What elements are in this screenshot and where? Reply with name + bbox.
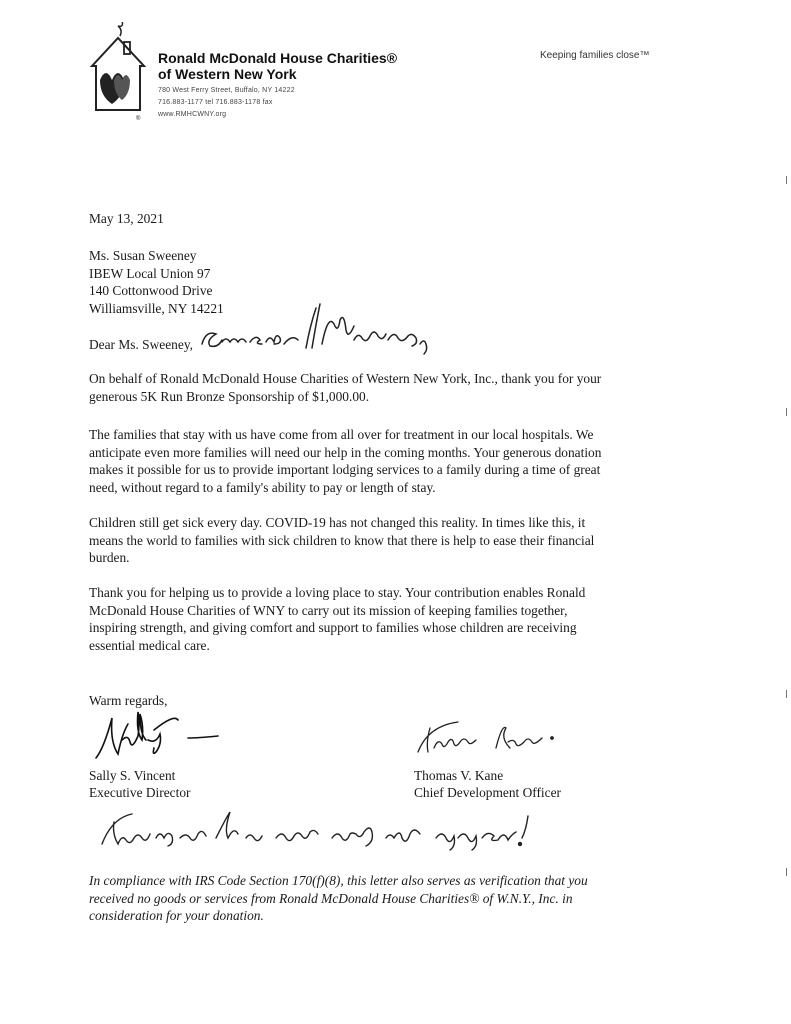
paragraph-line: McDonald House Charities of WNY to carry out its mission of keeping families together,: [89, 602, 568, 618]
signer2-name: Thomas V. Kane: [414, 768, 504, 783]
paragraph-families: [89, 426, 689, 496]
margin-mark: [786, 408, 787, 416]
website-line: www.RMHCWNY.org: [158, 111, 227, 118]
paragraph-line: generous 5K Run Bronze Sponsorship of $1,000.00.: [89, 388, 370, 404]
signer1-name: Sally S. Vincent: [89, 768, 176, 783]
paragraph-mission: [89, 584, 689, 654]
paragraph-line: burden.: [89, 550, 130, 565]
paragraph-thanks: [89, 370, 689, 405]
handwritten-note: [96, 808, 576, 854]
salutation: Dear Ms. Sweeney,: [89, 337, 193, 352]
letter-date: May 13, 2021: [89, 211, 164, 226]
recipient-street: 140 Cottonwood Drive: [89, 283, 213, 298]
paragraph-line: The families that stay with us have come from all over for treatment in our local hospitals. We: [89, 427, 594, 442]
handwritten-salutation: [196, 300, 440, 360]
paragraph-line: anticipate even more families will need our help in the coming months. Your generous donation: [89, 444, 602, 460]
signer1-title: Executive Director: [89, 785, 191, 800]
phone-line: 716.883-1177 tel 716.883-1178 fax: [158, 99, 273, 106]
signer2-title: Chief Development Officer: [414, 785, 561, 800]
paragraph-line: Thank you for helping us to provide a loving place to stay. Your contribution enables Ronald: [89, 585, 586, 600]
margin-mark: [786, 690, 787, 698]
signature-thomas-kane: [410, 718, 570, 758]
svg-text:®: ®: [136, 116, 141, 122]
paragraph-line: On behalf of Ronald McDonald House Charities of Western New York, Inc., thank you for your: [89, 371, 602, 386]
recipient-city: Williamsville, NY 14221: [89, 300, 224, 316]
closing: Warm regards,: [89, 693, 168, 708]
paragraph-line: need, without regard to a family's ability to pay or length of stay.: [89, 479, 436, 495]
compliance-line: consideration for your donation.: [89, 908, 264, 923]
compliance-statement: [89, 872, 689, 925]
rmhc-logo: [84, 22, 152, 128]
org-subtitle: of Western New York: [158, 66, 297, 82]
address-line: 780 West Ferry Street, Buffalo, NY 14222: [158, 87, 295, 94]
tagline: Keeping families close™: [540, 50, 650, 61]
paragraph-line: inspiring strength, and giving comfort and support to families whose children are receiving: [89, 620, 577, 635]
compliance-line: received no goods or services from Ronald McDonald House Charities® of W.N.Y., Inc. in: [89, 890, 573, 906]
recipient-name: Ms. Susan Sweeney: [89, 248, 197, 263]
margin-mark: [786, 176, 787, 184]
paragraph-line: means the world to families with sick children to know that there is help to ease their financial: [89, 532, 595, 548]
org-name: Ronald McDonald House Charities®: [158, 50, 398, 66]
compliance-line: In compliance with IRS Code Section 170(f)(8), this letter also serves as verification that you: [89, 873, 588, 888]
paragraph-line: Children still get sick every day. COVID-19 has not changed this reality. In times like this, it: [89, 515, 586, 530]
paragraph-line: makes it possible for us to provide important lodging services to a family during a time of great: [89, 462, 601, 477]
signature-sally-vincent: [92, 700, 232, 766]
paragraph-covid: [89, 514, 689, 567]
paragraph-line: essential medical care.: [89, 637, 210, 653]
recipient-org: IBEW Local Union 97: [89, 265, 211, 281]
margin-mark: [786, 868, 787, 876]
